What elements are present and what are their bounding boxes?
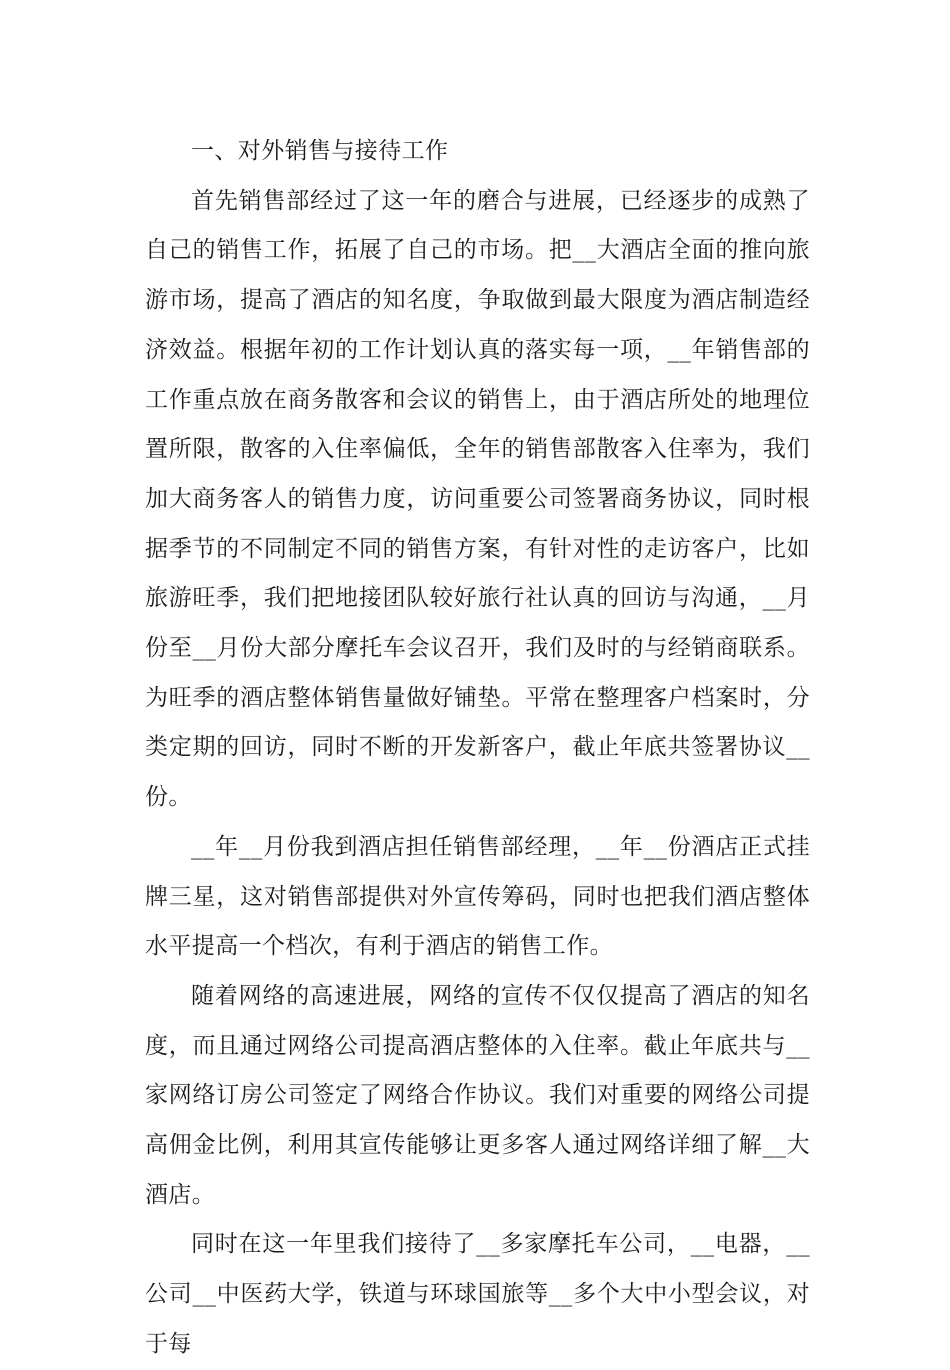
paragraph-online-promotion: 随着网络的高速进展，网络的宣传不仅仅提高了酒店的知名度，而且通过网络公司提高酒店整体的入住率。截止年底共与__家网络订房公司签定了网络合作协议。我们对重要的网络公司提高佣金比例，利用其宣传能够让更多客人通过网络详细了解__大酒店。 bbox=[145, 982, 810, 1208]
document-body bbox=[145, 127, 810, 1370]
paragraph-conference-reception: 同时在这一年里我们接待了__多家摩托车公司，__电器，__公司__中医药大学，铁道与环球国旅等__多个大中小型会议，对于每 bbox=[145, 1231, 810, 1357]
section-heading: 一、对外销售与接待工作 bbox=[191, 138, 449, 164]
paragraph-three-star-rating: __年__月份我到酒店担任销售部经理，__年__份酒店正式挂牌三星，这对销售部提供对外宣传筹码，同时也把我们酒店整体水平提高一个档次，有利于酒店的销售工作。 bbox=[145, 833, 810, 960]
paragraph-sales-overview: 首先销售部经过了这一年的磨合与进展，已经逐步的成熟了自己的销售工作，拓展了自己的市场。把__大酒店全面的推向旅游市场，提高了酒店的知名度，争取做到最大限度为酒店制造经济效益。根据年初的工作计划认真的落实每一项，__年销售部的工作重点放在商务散客和会议的销售上，由于酒店所处的地理位置所限，散客的入住率偏低，全年的销售部散客入住率为，我们加大商务客人的销售力度，访问重要公司签署商务协议，同时根据季节的不同制定不同的销售方案，有针对性的走访客户，比如旅游旺季，我们把地接团队较好旅行社认真的回访与沟通，__月份至__月份大部分摩托车会议召开，我们及时的与经销商联系。为旺季的酒店整体销售量做好铺垫。平常在整理客户档案时，分类定期的回访，同时不断的开发新客户，截止年底共签署协议__份。 bbox=[145, 187, 810, 811]
